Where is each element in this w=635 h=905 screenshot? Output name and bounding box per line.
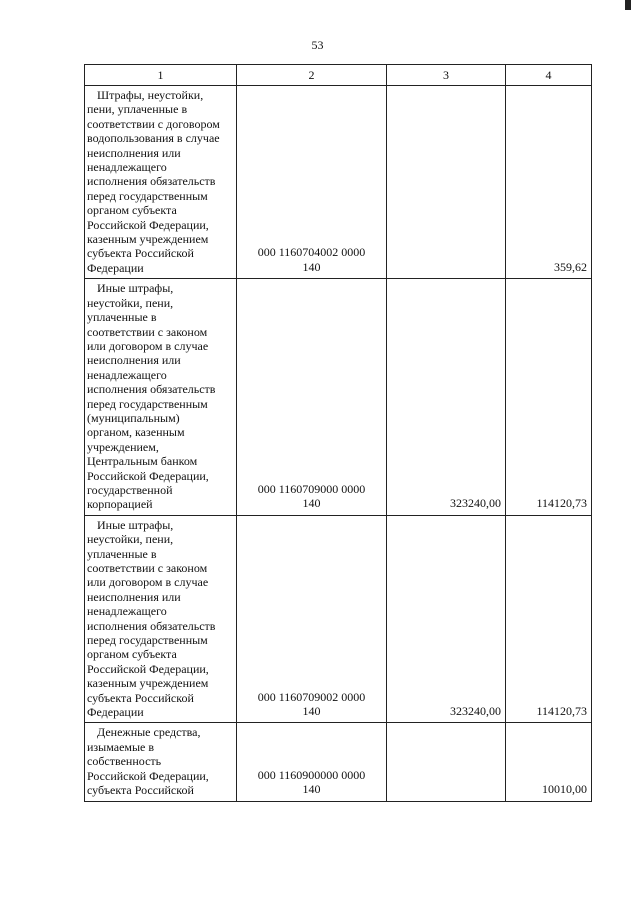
budget-code-line: 000 1160704002 0000 — [257, 245, 366, 260]
budget-code-line: 000 1160709002 0000 — [257, 689, 366, 704]
budget-code-line: 140 — [302, 259, 321, 274]
description-line: Федерации — [87, 705, 144, 720]
description-line: Иные штрафы, — [97, 517, 174, 532]
description-line: Федерации — [87, 260, 144, 275]
description-line: казенным учреждением — [87, 232, 209, 247]
table-row — [85, 515, 592, 723]
description-line: органом субъекта — [87, 203, 177, 218]
description-line: неустойки, пени, — [87, 295, 174, 310]
amount-col3 — [387, 86, 506, 279]
description-line: уплаченные в — [87, 310, 157, 325]
description-line: собственность — [87, 754, 162, 769]
table-row — [85, 86, 592, 279]
table-row — [85, 279, 592, 516]
description-line: неисполнения или — [87, 145, 181, 160]
description-line: Российской Федерации, — [87, 768, 209, 783]
row-description — [85, 515, 237, 723]
description-line: неустойки, пени, — [87, 532, 174, 547]
table-row — [85, 723, 592, 801]
revenue-table — [84, 64, 592, 802]
description-line: неисполнения или — [87, 589, 181, 604]
description-line: соответствии с законом — [87, 324, 208, 339]
budget-code-line: 140 — [302, 496, 321, 511]
description-line: Иные штрафы, — [97, 281, 174, 296]
description-line: корпорацией — [87, 497, 153, 512]
description-line: ненадлежащего — [87, 160, 167, 175]
description-line: или договором в случае — [87, 575, 209, 590]
description-line: соответствии с законом — [87, 561, 208, 575]
description-line: органом, казенным — [87, 425, 185, 440]
description-line: неисполнения или — [87, 353, 181, 368]
description-line: Денежные средства, — [97, 725, 201, 740]
corner-mark — [625, 0, 631, 10]
description-line: Российской Федерации, — [87, 661, 209, 676]
amount-col4: 114120,73 — [506, 279, 592, 516]
description-line: перед государственным — [87, 396, 208, 411]
budget-code-line: 140 — [302, 782, 321, 797]
amount-col3: 323240,00 — [387, 515, 506, 723]
description-line: (муниципальным) — [87, 410, 180, 425]
budget-code — [237, 723, 387, 801]
description-line: исполнения обязательств — [87, 618, 216, 633]
amount-col4: 114120,73 — [506, 515, 592, 723]
row-description — [85, 279, 237, 516]
page-number: 53 — [311, 38, 324, 52]
row-description — [85, 723, 237, 801]
header-cell: 1 — [85, 65, 237, 86]
row-description — [85, 86, 237, 279]
amount-col4: 359,62 — [506, 86, 592, 279]
description-line: ненадлежащего — [87, 367, 167, 382]
amount-col3 — [387, 723, 506, 801]
description-line: водопользования в случае — [87, 131, 220, 146]
table-header-row — [85, 65, 592, 86]
header-cell: 2 — [237, 65, 387, 86]
description-line: уплаченные в — [87, 546, 157, 561]
description-line: субъекта Российской — [87, 690, 194, 705]
description-line: казенным учреждением — [87, 676, 209, 691]
description-line: органом субъекта — [87, 647, 177, 662]
description-line: ненадлежащего — [87, 604, 167, 619]
amount-col4: 10010,00 — [506, 723, 592, 801]
budget-code — [237, 279, 387, 516]
budget-code-line: 000 1160709000 0000 — [257, 481, 366, 496]
description-line: исполнения обязательств — [87, 174, 216, 189]
description-line: Российской Федерации, — [87, 217, 209, 232]
header-cell: 4 — [506, 65, 592, 86]
description-line: соответствии с договором — [87, 116, 220, 131]
description-line: государственной — [87, 482, 173, 497]
description-line: Центральным банком — [87, 454, 198, 469]
header-cell: 3 — [387, 65, 506, 86]
amount-col3: 323240,00 — [387, 279, 506, 516]
description-line: Штрафы, неустойки, — [97, 88, 204, 102]
description-line: изымаемые в — [87, 739, 155, 754]
description-line: субъекта Российской — [87, 246, 194, 261]
description-line: перед государственным — [87, 188, 208, 203]
description-line: пени, уплаченные в — [87, 102, 188, 117]
description-line: Российской Федерации, — [87, 468, 209, 483]
budget-code-line: 000 1160900000 0000 — [257, 767, 366, 782]
description-line: или договором в случае — [87, 338, 209, 353]
description-line: субъекта Российской — [87, 783, 194, 798]
description-line: учреждением, — [87, 439, 159, 454]
description-line: исполнения обязательств — [87, 382, 216, 397]
description-line: перед государственным — [87, 633, 208, 648]
budget-code-line: 140 — [302, 704, 321, 719]
budget-code — [237, 515, 387, 723]
budget-code — [237, 86, 387, 279]
